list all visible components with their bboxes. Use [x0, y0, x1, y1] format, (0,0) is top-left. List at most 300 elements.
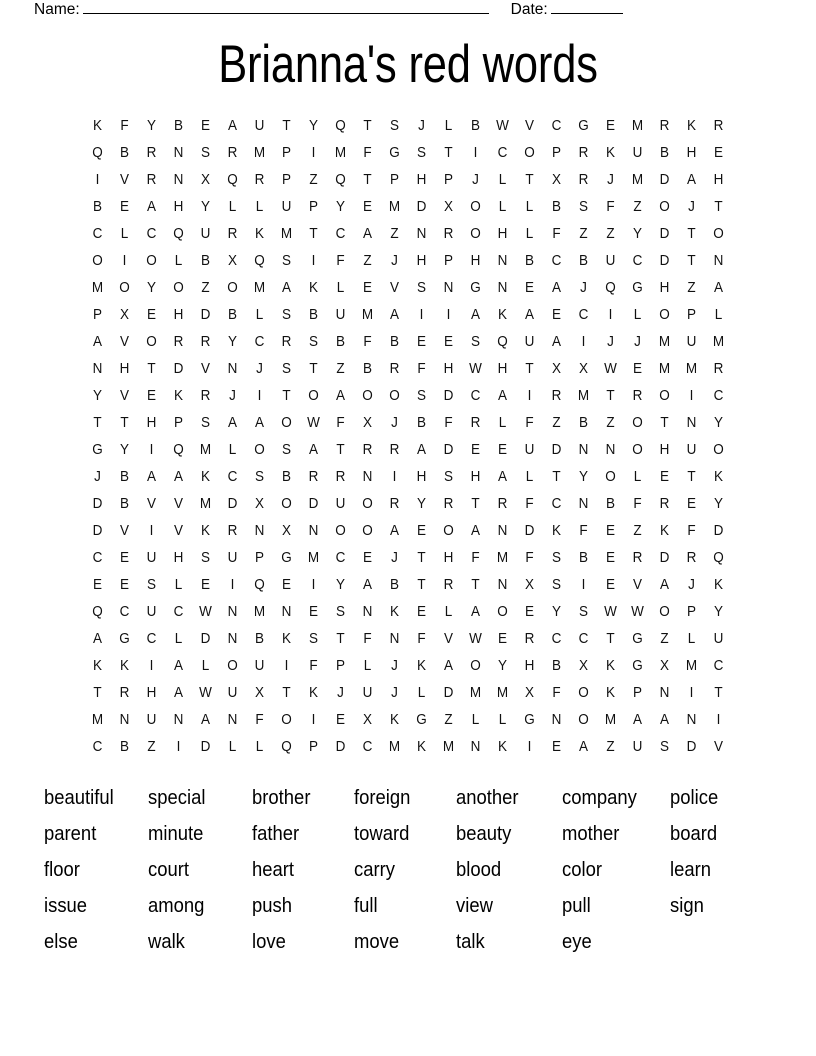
grid-letter[interactable]: Q: [173, 225, 184, 242]
grid-letter[interactable]: X: [524, 576, 534, 593]
grid-letter[interactable]: A: [173, 468, 183, 485]
grid-letter[interactable]: A: [281, 279, 291, 296]
grid-letter[interactable]: G: [416, 711, 427, 728]
grid-letter[interactable]: Q: [713, 549, 724, 566]
grid-letter[interactable]: D: [92, 495, 103, 512]
grid-letter[interactable]: T: [525, 171, 534, 188]
word-list-item[interactable]: love: [252, 930, 286, 953]
grid-letter[interactable]: F: [633, 495, 642, 512]
grid-letter[interactable]: N: [578, 441, 589, 458]
grid-letter[interactable]: V: [713, 738, 723, 755]
grid-letter[interactable]: E: [362, 549, 372, 566]
word-list-item[interactable]: color: [562, 858, 602, 881]
grid-letter[interactable]: Y: [551, 603, 561, 620]
grid-letter[interactable]: K: [497, 738, 507, 755]
grid-letter[interactable]: N: [497, 576, 508, 593]
grid-letter[interactable]: R: [389, 360, 400, 377]
word-list-item[interactable]: blood: [456, 858, 502, 881]
grid-letter[interactable]: Y: [713, 603, 723, 620]
grid-letter[interactable]: Y: [308, 117, 318, 134]
grid-letter[interactable]: O: [281, 414, 292, 431]
grid-letter[interactable]: E: [524, 279, 534, 296]
grid-letter[interactable]: I: [230, 576, 235, 593]
grid-letter[interactable]: Z: [687, 279, 696, 296]
grid-letter[interactable]: Z: [390, 225, 399, 242]
grid-letter[interactable]: O: [578, 711, 589, 728]
word-list-item[interactable]: toward: [354, 822, 410, 845]
grid-letter[interactable]: U: [713, 630, 724, 647]
grid-letter[interactable]: W: [469, 630, 482, 647]
grid-letter[interactable]: I: [716, 711, 721, 728]
grid-letter[interactable]: H: [146, 684, 157, 701]
grid-letter[interactable]: A: [443, 657, 453, 674]
grid-letter[interactable]: O: [659, 198, 670, 215]
grid-letter[interactable]: L: [255, 306, 264, 323]
grid-letter[interactable]: I: [149, 657, 154, 674]
grid-letter[interactable]: A: [173, 684, 183, 701]
grid-letter[interactable]: A: [362, 225, 372, 242]
grid-letter[interactable]: N: [416, 225, 427, 242]
grid-letter[interactable]: Y: [200, 198, 210, 215]
grid-letter[interactable]: C: [632, 252, 643, 269]
grid-letter[interactable]: A: [362, 576, 372, 593]
word-list-item[interactable]: move: [354, 930, 400, 953]
grid-letter[interactable]: X: [524, 684, 534, 701]
grid-letter[interactable]: E: [470, 441, 480, 458]
grid-letter[interactable]: D: [443, 684, 454, 701]
grid-letter[interactable]: L: [498, 711, 507, 728]
grid-letter[interactable]: R: [632, 387, 643, 404]
word-list-item[interactable]: minute: [148, 822, 204, 845]
grid-letter[interactable]: H: [119, 360, 130, 377]
grid-letter[interactable]: O: [659, 603, 670, 620]
grid-letter[interactable]: X: [254, 684, 264, 701]
grid-letter[interactable]: T: [525, 360, 534, 377]
grid-letter[interactable]: S: [281, 306, 291, 323]
grid-letter[interactable]: O: [362, 387, 373, 404]
grid-letter[interactable]: A: [92, 630, 102, 647]
grid-letter[interactable]: N: [173, 711, 184, 728]
grid-letter[interactable]: H: [659, 441, 670, 458]
grid-letter[interactable]: J: [391, 657, 398, 674]
grid-letter[interactable]: E: [308, 603, 318, 620]
grid-letter[interactable]: P: [254, 549, 264, 566]
word-search-grid[interactable]: [84, 112, 732, 760]
grid-letter[interactable]: K: [119, 657, 129, 674]
grid-letter[interactable]: F: [606, 198, 615, 215]
grid-letter[interactable]: P: [551, 144, 561, 161]
grid-letter[interactable]: X: [227, 252, 237, 269]
grid-letter[interactable]: H: [173, 198, 184, 215]
grid-letter[interactable]: X: [200, 171, 210, 188]
grid-letter[interactable]: O: [443, 522, 454, 539]
grid-letter[interactable]: S: [200, 549, 210, 566]
grid-letter[interactable]: U: [200, 225, 211, 242]
grid-letter[interactable]: M: [496, 684, 509, 701]
grid-letter[interactable]: L: [525, 468, 534, 485]
grid-letter[interactable]: P: [335, 657, 345, 674]
grid-letter[interactable]: D: [443, 441, 454, 458]
grid-letter[interactable]: O: [335, 522, 346, 539]
grid-letter[interactable]: D: [335, 738, 346, 755]
grid-letter[interactable]: M: [685, 360, 698, 377]
grid-letter[interactable]: N: [551, 711, 562, 728]
grid-letter[interactable]: J: [94, 468, 101, 485]
grid-letter[interactable]: S: [146, 576, 156, 593]
grid-letter[interactable]: A: [389, 522, 399, 539]
grid-letter[interactable]: E: [551, 738, 561, 755]
grid-letter[interactable]: Y: [713, 495, 723, 512]
grid-letter[interactable]: Y: [497, 657, 507, 674]
grid-letter[interactable]: D: [713, 522, 724, 539]
grid-letter[interactable]: C: [254, 333, 265, 350]
grid-letter[interactable]: R: [254, 171, 265, 188]
grid-letter[interactable]: K: [416, 738, 426, 755]
grid-letter[interactable]: V: [173, 495, 183, 512]
grid-letter[interactable]: M: [631, 171, 644, 188]
grid-letter[interactable]: N: [362, 468, 373, 485]
grid-letter[interactable]: N: [362, 603, 373, 620]
grid-letter[interactable]: T: [336, 630, 345, 647]
grid-letter[interactable]: D: [416, 198, 427, 215]
grid-letter[interactable]: E: [416, 333, 426, 350]
grid-letter[interactable]: K: [713, 468, 723, 485]
grid-letter[interactable]: C: [713, 387, 724, 404]
grid-letter[interactable]: Y: [227, 333, 237, 350]
grid-letter[interactable]: A: [146, 198, 156, 215]
grid-letter[interactable]: N: [227, 630, 238, 647]
grid-letter[interactable]: E: [362, 279, 372, 296]
grid-letter[interactable]: T: [714, 198, 723, 215]
grid-letter[interactable]: L: [633, 306, 642, 323]
grid-letter[interactable]: V: [119, 333, 129, 350]
grid-letter[interactable]: C: [578, 306, 589, 323]
grid-letter[interactable]: O: [632, 441, 643, 458]
grid-letter[interactable]: E: [119, 198, 129, 215]
grid-letter[interactable]: S: [416, 387, 426, 404]
grid-letter[interactable]: M: [253, 279, 266, 296]
grid-letter[interactable]: O: [281, 495, 292, 512]
grid-letter[interactable]: R: [227, 144, 238, 161]
grid-letter[interactable]: L: [255, 738, 264, 755]
grid-letter[interactable]: M: [658, 360, 671, 377]
grid-letter[interactable]: X: [551, 360, 561, 377]
grid-letter[interactable]: T: [363, 171, 372, 188]
grid-letter[interactable]: E: [605, 522, 615, 539]
word-list-item[interactable]: board: [670, 822, 718, 845]
word-list-item[interactable]: among: [148, 894, 205, 917]
word-list-item[interactable]: talk: [456, 930, 485, 953]
grid-letter[interactable]: G: [119, 630, 130, 647]
grid-letter[interactable]: B: [119, 144, 129, 161]
grid-letter[interactable]: B: [254, 630, 264, 647]
grid-letter[interactable]: J: [607, 333, 614, 350]
grid-letter[interactable]: H: [470, 252, 481, 269]
grid-letter[interactable]: Y: [416, 495, 426, 512]
grid-letter[interactable]: B: [173, 117, 183, 134]
grid-letter[interactable]: B: [551, 198, 561, 215]
grid-letter[interactable]: K: [173, 387, 183, 404]
grid-letter[interactable]: U: [254, 657, 265, 674]
grid-letter[interactable]: G: [470, 279, 481, 296]
name-input-line[interactable]: [83, 0, 489, 14]
word-list-item[interactable]: pull: [562, 894, 591, 917]
grid-letter[interactable]: O: [389, 387, 400, 404]
grid-letter[interactable]: R: [281, 333, 292, 350]
grid-letter[interactable]: Q: [497, 333, 508, 350]
grid-letter[interactable]: L: [120, 225, 129, 242]
grid-letter[interactable]: I: [527, 738, 532, 755]
grid-letter[interactable]: I: [257, 387, 262, 404]
grid-letter[interactable]: I: [419, 306, 424, 323]
grid-letter[interactable]: S: [200, 414, 210, 431]
grid-letter[interactable]: Q: [335, 171, 346, 188]
word-list-item[interactable]: heart: [252, 858, 295, 881]
grid-letter[interactable]: V: [632, 576, 642, 593]
grid-letter[interactable]: R: [659, 117, 670, 134]
grid-letter[interactable]: T: [417, 576, 426, 593]
grid-letter[interactable]: E: [335, 711, 345, 728]
grid-letter[interactable]: M: [334, 144, 347, 161]
grid-letter[interactable]: N: [173, 144, 184, 161]
grid-letter[interactable]: L: [336, 279, 345, 296]
grid-letter[interactable]: I: [392, 468, 397, 485]
grid-letter[interactable]: N: [497, 522, 508, 539]
grid-letter[interactable]: I: [311, 252, 316, 269]
grid-letter[interactable]: D: [524, 522, 535, 539]
word-list-item[interactable]: special: [148, 786, 206, 809]
grid-letter[interactable]: M: [280, 225, 293, 242]
grid-letter[interactable]: Q: [254, 252, 265, 269]
grid-letter[interactable]: O: [713, 441, 724, 458]
grid-letter[interactable]: N: [173, 171, 184, 188]
grid-letter[interactable]: B: [578, 252, 588, 269]
grid-letter[interactable]: E: [605, 117, 615, 134]
grid-letter[interactable]: Q: [281, 738, 292, 755]
grid-letter[interactable]: O: [362, 522, 373, 539]
grid-letter[interactable]: O: [146, 333, 157, 350]
grid-letter[interactable]: G: [389, 144, 400, 161]
grid-letter[interactable]: R: [146, 144, 157, 161]
grid-letter[interactable]: A: [254, 414, 264, 431]
grid-letter[interactable]: D: [227, 495, 238, 512]
grid-letter[interactable]: N: [92, 360, 103, 377]
grid-letter[interactable]: R: [119, 684, 130, 701]
grid-letter[interactable]: K: [659, 522, 669, 539]
grid-letter[interactable]: K: [497, 306, 507, 323]
grid-letter[interactable]: R: [470, 414, 481, 431]
grid-letter[interactable]: L: [444, 117, 453, 134]
grid-letter[interactable]: C: [713, 657, 724, 674]
grid-letter[interactable]: L: [498, 198, 507, 215]
grid-letter[interactable]: C: [173, 603, 184, 620]
grid-letter[interactable]: A: [470, 522, 480, 539]
grid-letter[interactable]: M: [307, 549, 320, 566]
grid-letter[interactable]: H: [497, 360, 508, 377]
grid-letter[interactable]: C: [362, 738, 373, 755]
grid-letter[interactable]: S: [200, 144, 210, 161]
grid-letter[interactable]: A: [551, 333, 561, 350]
grid-letter[interactable]: Y: [335, 576, 345, 593]
grid-letter[interactable]: F: [525, 549, 534, 566]
word-list-item[interactable]: carry: [354, 858, 396, 881]
grid-letter[interactable]: P: [173, 414, 183, 431]
grid-letter[interactable]: Y: [632, 225, 642, 242]
grid-letter[interactable]: X: [362, 414, 372, 431]
grid-letter[interactable]: M: [469, 684, 482, 701]
grid-letter[interactable]: P: [281, 144, 291, 161]
grid-letter[interactable]: M: [91, 279, 104, 296]
grid-letter[interactable]: N: [227, 603, 238, 620]
grid-letter[interactable]: B: [389, 333, 399, 350]
grid-letter[interactable]: M: [577, 387, 590, 404]
word-list-item[interactable]: parent: [44, 822, 97, 845]
grid-letter[interactable]: O: [470, 657, 481, 674]
grid-letter[interactable]: C: [92, 738, 103, 755]
word-list-item[interactable]: another: [456, 786, 519, 809]
grid-letter[interactable]: I: [689, 387, 694, 404]
grid-letter[interactable]: L: [228, 738, 237, 755]
word-list-item[interactable]: court: [148, 858, 190, 881]
grid-letter[interactable]: J: [391, 414, 398, 431]
word-list-item[interactable]: view: [456, 894, 493, 917]
grid-letter[interactable]: U: [524, 441, 535, 458]
grid-letter[interactable]: A: [713, 279, 723, 296]
grid-letter[interactable]: J: [391, 252, 398, 269]
grid-letter[interactable]: M: [361, 306, 374, 323]
grid-letter[interactable]: B: [308, 306, 318, 323]
grid-letter[interactable]: H: [146, 414, 157, 431]
grid-letter[interactable]: B: [578, 549, 588, 566]
grid-letter[interactable]: F: [525, 495, 534, 512]
grid-letter[interactable]: J: [607, 171, 614, 188]
grid-letter[interactable]: O: [470, 225, 481, 242]
grid-letter[interactable]: U: [146, 549, 157, 566]
grid-letter[interactable]: A: [389, 306, 399, 323]
grid-letter[interactable]: T: [282, 387, 291, 404]
grid-letter[interactable]: S: [470, 333, 480, 350]
grid-letter[interactable]: J: [256, 360, 263, 377]
grid-letter[interactable]: R: [497, 495, 508, 512]
grid-letter[interactable]: L: [687, 630, 696, 647]
grid-letter[interactable]: W: [199, 684, 212, 701]
grid-letter[interactable]: N: [227, 360, 238, 377]
grid-letter[interactable]: B: [659, 144, 669, 161]
grid-letter[interactable]: U: [254, 117, 265, 134]
grid-letter[interactable]: K: [254, 225, 264, 242]
grid-letter[interactable]: L: [498, 414, 507, 431]
grid-letter[interactable]: K: [551, 522, 561, 539]
grid-letter[interactable]: V: [119, 387, 129, 404]
grid-letter[interactable]: N: [308, 522, 319, 539]
grid-letter[interactable]: M: [388, 198, 401, 215]
grid-letter[interactable]: L: [174, 252, 183, 269]
grid-letter[interactable]: T: [93, 684, 102, 701]
grid-letter[interactable]: B: [200, 252, 210, 269]
grid-letter[interactable]: S: [443, 468, 453, 485]
grid-letter[interactable]: Z: [606, 414, 615, 431]
grid-letter[interactable]: C: [146, 225, 157, 242]
grid-letter[interactable]: A: [578, 738, 588, 755]
grid-letter[interactable]: O: [146, 252, 157, 269]
grid-letter[interactable]: P: [308, 738, 318, 755]
grid-letter[interactable]: E: [605, 576, 615, 593]
grid-letter[interactable]: O: [524, 144, 535, 161]
grid-letter[interactable]: L: [444, 603, 453, 620]
grid-letter[interactable]: M: [496, 549, 509, 566]
grid-letter[interactable]: A: [227, 414, 237, 431]
grid-letter[interactable]: S: [659, 738, 669, 755]
grid-letter[interactable]: I: [95, 171, 100, 188]
grid-letter[interactable]: J: [634, 333, 641, 350]
grid-letter[interactable]: G: [92, 441, 103, 458]
grid-letter[interactable]: K: [605, 684, 615, 701]
grid-letter[interactable]: S: [416, 144, 426, 161]
grid-letter[interactable]: L: [525, 225, 534, 242]
grid-letter[interactable]: O: [227, 279, 238, 296]
grid-letter[interactable]: M: [631, 117, 644, 134]
grid-letter[interactable]: Z: [660, 630, 669, 647]
grid-letter[interactable]: H: [659, 279, 670, 296]
word-list-item[interactable]: eye: [562, 930, 592, 953]
grid-letter[interactable]: P: [443, 171, 453, 188]
grid-letter[interactable]: X: [659, 657, 669, 674]
grid-letter[interactable]: E: [686, 495, 696, 512]
grid-letter[interactable]: M: [712, 333, 725, 350]
grid-letter[interactable]: H: [524, 657, 535, 674]
grid-letter[interactable]: F: [552, 225, 561, 242]
grid-letter[interactable]: H: [686, 144, 697, 161]
grid-letter[interactable]: P: [389, 171, 399, 188]
grid-letter[interactable]: O: [470, 198, 481, 215]
grid-letter[interactable]: D: [659, 225, 670, 242]
grid-letter[interactable]: E: [713, 144, 723, 161]
grid-letter[interactable]: C: [551, 630, 562, 647]
grid-letter[interactable]: F: [471, 549, 480, 566]
grid-letter[interactable]: C: [470, 387, 481, 404]
grid-letter[interactable]: D: [686, 738, 697, 755]
grid-letter[interactable]: E: [281, 576, 291, 593]
grid-letter[interactable]: I: [581, 333, 586, 350]
word-list-item[interactable]: walk: [148, 930, 185, 953]
grid-letter[interactable]: J: [472, 171, 479, 188]
grid-letter[interactable]: P: [632, 684, 642, 701]
grid-letter[interactable]: X: [578, 657, 588, 674]
word-list-item[interactable]: beautiful: [44, 786, 114, 809]
grid-letter[interactable]: M: [253, 144, 266, 161]
grid-letter[interactable]: E: [632, 360, 642, 377]
grid-letter[interactable]: E: [497, 441, 507, 458]
grid-letter[interactable]: M: [388, 738, 401, 755]
grid-letter[interactable]: K: [605, 144, 615, 161]
grid-letter[interactable]: X: [362, 711, 372, 728]
grid-letter[interactable]: I: [311, 576, 316, 593]
grid-letter[interactable]: A: [632, 711, 642, 728]
grid-letter[interactable]: C: [578, 630, 589, 647]
grid-letter[interactable]: R: [335, 468, 346, 485]
grid-letter[interactable]: J: [688, 576, 695, 593]
grid-letter[interactable]: F: [579, 522, 588, 539]
grid-letter[interactable]: T: [714, 684, 723, 701]
grid-letter[interactable]: D: [92, 522, 103, 539]
grid-letter[interactable]: Z: [309, 171, 318, 188]
grid-letter[interactable]: B: [389, 576, 399, 593]
grid-letter[interactable]: S: [281, 360, 291, 377]
grid-letter[interactable]: Q: [605, 279, 616, 296]
grid-letter[interactable]: A: [686, 171, 696, 188]
grid-letter[interactable]: K: [389, 603, 399, 620]
word-list-item[interactable]: full: [354, 894, 378, 917]
